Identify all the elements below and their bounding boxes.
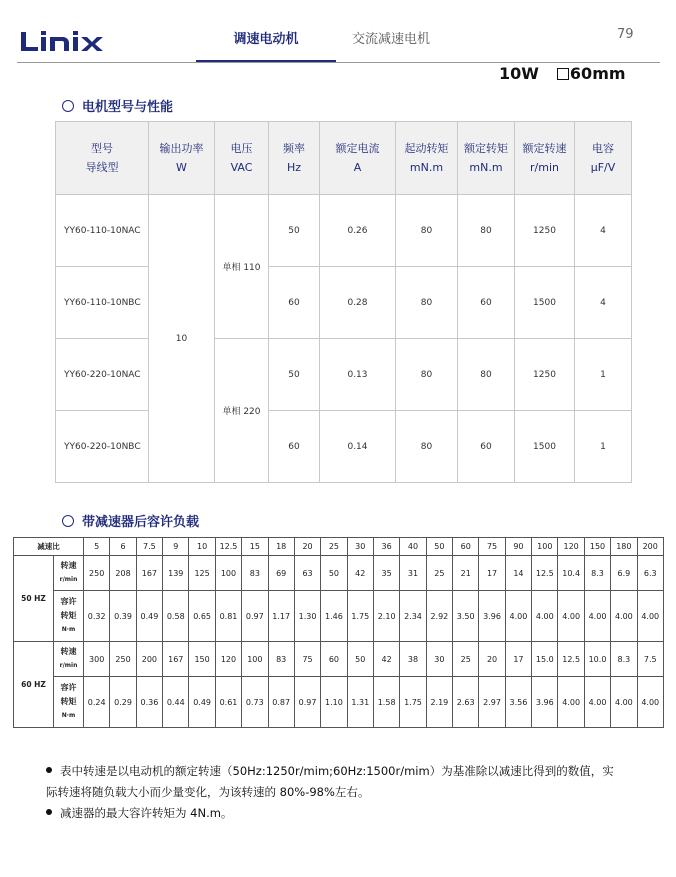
column-header-line1: 输出功率 <box>159 142 204 155</box>
column-header-line2: μF/V <box>590 161 616 174</box>
bullet-icon <box>46 767 52 773</box>
value-cell: 80 <box>396 411 458 483</box>
spec-frame: 60mm <box>569 64 626 83</box>
column-header-line2: 导线型 <box>85 161 119 174</box>
torque-cell: 1.31 <box>347 677 373 728</box>
value-cell: 1 <box>575 339 632 411</box>
table-row <box>56 195 632 267</box>
column-header <box>56 122 149 195</box>
value-cell: 60 <box>269 411 320 483</box>
notes <box>46 761 634 824</box>
value-cell: 60 <box>269 267 320 339</box>
ratio-cell: 6 <box>110 538 136 556</box>
torque-cell: 0.24 <box>84 677 110 728</box>
torque-cell: 4.00 <box>505 591 531 642</box>
speed-row <box>14 556 664 591</box>
speed-label <box>54 642 84 677</box>
speed-cell: 100 <box>215 556 241 591</box>
torque-cell: 2.97 <box>479 677 505 728</box>
speed-cell: 25 <box>453 642 479 677</box>
speed-unit: r/min <box>59 662 78 669</box>
torque-cell: 3.50 <box>453 591 479 642</box>
torque-cell: 4.00 <box>611 677 637 728</box>
torque-label <box>54 591 84 642</box>
speed-label <box>54 556 84 591</box>
voltage-cell: 单相 110 <box>215 195 269 339</box>
torque-unit: N·m <box>61 712 76 719</box>
torque-cell: 4.00 <box>532 591 558 642</box>
column-header-line2: W <box>176 161 187 174</box>
value-cell: 80 <box>396 267 458 339</box>
ratio-cell: 50 <box>426 538 452 556</box>
column-header-line1: 电容 <box>592 142 614 155</box>
ratio-cell: 120 <box>558 538 584 556</box>
column-header <box>575 122 632 195</box>
column-header <box>396 122 458 195</box>
linix-logo <box>19 26 119 56</box>
speed-cell: 300 <box>84 642 110 677</box>
torque-cell: 3.96 <box>532 677 558 728</box>
torque-cell: 0.49 <box>189 677 215 728</box>
torque-cell: 2.63 <box>453 677 479 728</box>
ratio-cell: 10 <box>189 538 215 556</box>
speed-cell: 60 <box>321 642 347 677</box>
torque-cell: 2.10 <box>373 591 399 642</box>
speed-cell: 125 <box>189 556 215 591</box>
speed-cell: 100 <box>242 642 268 677</box>
speed-label-text: 转速 <box>60 647 77 656</box>
value-cell: 60 <box>458 267 515 339</box>
torque-row <box>14 591 664 642</box>
table-row <box>56 267 632 339</box>
torque-cell: 4.00 <box>558 591 584 642</box>
table-row <box>56 411 632 483</box>
speed-cell: 6.3 <box>637 556 663 591</box>
torque-cell: 2.92 <box>426 591 452 642</box>
torque-label-line1: 容许 <box>60 683 77 692</box>
note-item-continued <box>46 782 634 803</box>
frequency-label: 50 HZ <box>14 556 54 642</box>
ratio-cell: 7.5 <box>136 538 162 556</box>
ratio-cell: 60 <box>453 538 479 556</box>
torque-cell: 0.87 <box>268 677 294 728</box>
note-item <box>46 803 634 824</box>
speed-cell: 42 <box>347 556 373 591</box>
torque-cell: 4.00 <box>584 677 610 728</box>
page-number: 79 <box>617 27 634 42</box>
torque-cell: 0.61 <box>215 677 241 728</box>
column-header <box>515 122 575 195</box>
torque-cell: 1.58 <box>373 677 399 728</box>
column-header-line1: 起动转矩 <box>404 142 449 155</box>
header-divider <box>17 62 660 63</box>
circle-icon <box>62 100 74 112</box>
ratio-cell: 5 <box>84 538 110 556</box>
column-header-line2: r/min <box>530 161 559 174</box>
torque-label <box>54 677 84 728</box>
power-cell: 10 <box>149 195 215 483</box>
speed-cell: 250 <box>84 556 110 591</box>
ratio-cell: 9 <box>163 538 189 556</box>
torque-cell: 3.96 <box>479 591 505 642</box>
column-header-line1: 型号 <box>91 142 113 155</box>
ratio-cell: 18 <box>268 538 294 556</box>
value-cell: 4 <box>575 267 632 339</box>
ratio-cell: 150 <box>584 538 610 556</box>
model-cell: YY60-110-10NAC <box>56 195 149 267</box>
column-header <box>149 122 215 195</box>
torque-cell: 0.32 <box>84 591 110 642</box>
speed-cell: 31 <box>400 556 426 591</box>
speed-cell: 63 <box>294 556 320 591</box>
table-header-row <box>56 122 632 195</box>
speed-cell: 17 <box>479 556 505 591</box>
speed-cell: 20 <box>479 642 505 677</box>
speed-cell: 120 <box>215 642 241 677</box>
section-title-text: 带减速器后容许负载 <box>82 515 200 530</box>
speed-row <box>14 642 664 677</box>
ratio-cell: 40 <box>400 538 426 556</box>
speed-cell: 150 <box>189 642 215 677</box>
torque-cell: 4.00 <box>637 591 663 642</box>
model-cell: YY60-220-10NBC <box>56 411 149 483</box>
column-header <box>458 122 515 195</box>
spec-power: 10W <box>499 64 539 83</box>
torque-cell: 1.75 <box>347 591 373 642</box>
column-header-line1: 频率 <box>283 142 305 155</box>
column-header-line2: mN.m <box>409 161 444 174</box>
torque-unit: N·m <box>61 626 76 633</box>
ratio-cell: 75 <box>479 538 505 556</box>
torque-cell: 0.81 <box>215 591 241 642</box>
frequency-label: 60 HZ <box>14 642 54 728</box>
column-header-line1: 额定转速 <box>522 142 567 155</box>
speed-cell: 10.4 <box>558 556 584 591</box>
torque-cell: 4.00 <box>637 677 663 728</box>
note-text: 表中转速是以电动机的额定转速（50Hz:1250r/mim;60Hz:1500r/mim）为基准除以减速比得到的数值，实 <box>60 764 614 778</box>
value-cell: 80 <box>458 339 515 411</box>
torque-cell: 4.00 <box>584 591 610 642</box>
value-cell: 80 <box>396 195 458 267</box>
torque-cell: 0.29 <box>110 677 136 728</box>
ratio-cell: 200 <box>637 538 663 556</box>
model-cell: YY60-220-10NAC <box>56 339 149 411</box>
value-cell: 4 <box>575 195 632 267</box>
ratio-cell: 180 <box>611 538 637 556</box>
value-cell: 0.28 <box>320 267 396 339</box>
torque-cell: 1.46 <box>321 591 347 642</box>
value-cell: 0.26 <box>320 195 396 267</box>
speed-cell: 12.5 <box>558 642 584 677</box>
speed-cell: 21 <box>453 556 479 591</box>
speed-cell: 30 <box>426 642 452 677</box>
square-icon <box>557 68 569 80</box>
torque-cell: 1.30 <box>294 591 320 642</box>
section-title-performance <box>62 96 173 115</box>
speed-cell: 200 <box>136 642 162 677</box>
speed-cell: 8.3 <box>584 556 610 591</box>
speed-cell: 69 <box>268 556 294 591</box>
torque-cell: 1.75 <box>400 677 426 728</box>
ratio-cell: 20 <box>294 538 320 556</box>
torque-cell: 0.58 <box>163 591 189 642</box>
torque-label-line2: 转矩 <box>60 611 77 620</box>
torque-label-line1: 容许 <box>60 597 77 606</box>
torque-cell: 0.36 <box>136 677 162 728</box>
speed-cell: 75 <box>294 642 320 677</box>
speed-cell: 14 <box>505 556 531 591</box>
value-cell: 80 <box>458 195 515 267</box>
value-cell: 1250 <box>515 195 575 267</box>
allowable-load-table <box>13 537 664 728</box>
value-cell: 60 <box>458 411 515 483</box>
bullet-icon <box>46 809 52 815</box>
column-header <box>269 122 320 195</box>
model-cell: YY60-110-10NBC <box>56 267 149 339</box>
speed-cell: 42 <box>373 642 399 677</box>
torque-label-line2: 转矩 <box>60 697 77 706</box>
torque-cell: 0.44 <box>163 677 189 728</box>
nav-tab-ac-gear-motor[interactable]: 交流减速电机 <box>352 32 431 47</box>
motor-spec <box>499 64 626 83</box>
speed-cell: 35 <box>373 556 399 591</box>
speed-cell: 250 <box>110 642 136 677</box>
speed-cell: 12.5 <box>532 556 558 591</box>
speed-label-text: 转速 <box>60 561 77 570</box>
torque-cell: 1.17 <box>268 591 294 642</box>
value-cell: 0.14 <box>320 411 396 483</box>
section-title-text: 电机型号与性能 <box>82 100 174 115</box>
speed-cell: 15.0 <box>532 642 558 677</box>
column-header-line2: mN.m <box>469 161 503 174</box>
column-header-line2: VAC <box>230 161 253 174</box>
torque-cell: 1.10 <box>321 677 347 728</box>
speed-cell: 7.5 <box>637 642 663 677</box>
value-cell: 50 <box>269 339 320 411</box>
table-row <box>56 339 632 411</box>
value-cell: 80 <box>396 339 458 411</box>
speed-cell: 167 <box>163 642 189 677</box>
ratio-cell: 90 <box>505 538 531 556</box>
speed-cell: 10.0 <box>584 642 610 677</box>
value-cell: 1500 <box>515 267 575 339</box>
torque-cell: 0.49 <box>136 591 162 642</box>
speed-cell: 50 <box>321 556 347 591</box>
torque-cell: 3.56 <box>505 677 531 728</box>
speed-cell: 38 <box>400 642 426 677</box>
torque-cell: 2.34 <box>400 591 426 642</box>
column-header <box>320 122 396 195</box>
ratio-label: 减速比 <box>14 538 84 556</box>
column-header-line2: Hz <box>286 161 302 174</box>
torque-cell: 0.97 <box>242 591 268 642</box>
speed-cell: 6.9 <box>611 556 637 591</box>
speed-cell: 8.3 <box>611 642 637 677</box>
speed-cell: 167 <box>136 556 162 591</box>
torque-cell: 4.00 <box>558 677 584 728</box>
value-cell: 50 <box>269 195 320 267</box>
motor-performance-table <box>55 121 632 483</box>
speed-cell: 50 <box>347 642 373 677</box>
speed-cell: 17 <box>505 642 531 677</box>
voltage-cell: 单相 220 <box>215 339 269 483</box>
speed-cell: 208 <box>110 556 136 591</box>
circle-icon <box>62 515 74 527</box>
note-item <box>46 761 634 782</box>
speed-cell: 83 <box>242 556 268 591</box>
ratio-row <box>14 538 664 556</box>
torque-cell: 0.73 <box>242 677 268 728</box>
speed-cell: 139 <box>163 556 189 591</box>
speed-cell: 83 <box>268 642 294 677</box>
ratio-cell: 36 <box>373 538 399 556</box>
speed-unit: r/min <box>59 576 78 583</box>
ratio-cell: 15 <box>242 538 268 556</box>
torque-cell: 2.19 <box>426 677 452 728</box>
torque-cell: 0.97 <box>294 677 320 728</box>
value-cell: 1250 <box>515 339 575 411</box>
column-header-line1: 电压 <box>230 142 253 155</box>
value-cell: 1 <box>575 411 632 483</box>
torque-row <box>14 677 664 728</box>
ratio-cell: 100 <box>532 538 558 556</box>
ratio-cell: 30 <box>347 538 373 556</box>
ratio-cell: 25 <box>321 538 347 556</box>
column-header-line2: A <box>353 161 362 174</box>
section-title-load <box>62 511 199 530</box>
value-cell: 1500 <box>515 411 575 483</box>
ratio-cell: 12.5 <box>215 538 241 556</box>
column-header <box>215 122 269 195</box>
value-cell: 0.13 <box>320 339 396 411</box>
torque-cell: 0.39 <box>110 591 136 642</box>
torque-cell: 0.65 <box>189 591 215 642</box>
torque-cell: 4.00 <box>611 591 637 642</box>
nav-tab-speed-motor[interactable]: 调速电动机 <box>233 32 299 47</box>
column-header-line1: 额定电流 <box>335 142 380 155</box>
note-text: 减速器的最大容许转矩为 4N.m。 <box>60 806 233 820</box>
speed-cell: 25 <box>426 556 452 591</box>
note-text: 际转速将随负载大小而少量变化，为该转速的 80%-98%左右。 <box>46 785 370 799</box>
column-header-line1: 额定转矩 <box>464 142 508 155</box>
